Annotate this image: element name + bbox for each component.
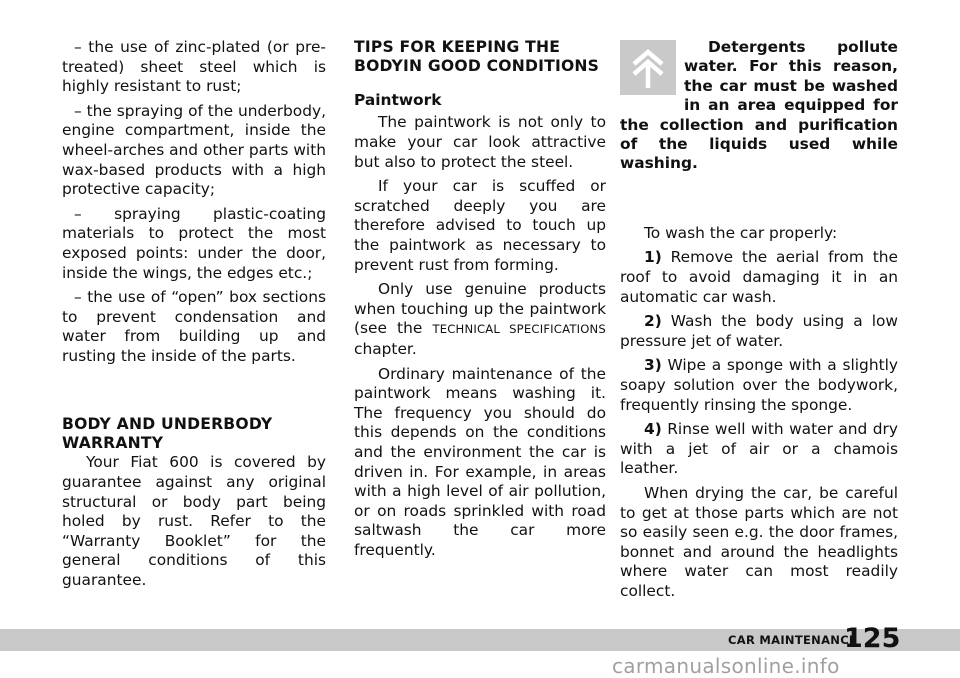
heading-warranty: BODY AND UNDERBODY WARRANTY [62, 414, 273, 452]
step-number: 3) [644, 356, 662, 375]
paragraph-drying: When drying the car, be careful to get at those parts which are not so easily seen e.g. the door frames, bonnet and around the headlights where water can most readily collect. [620, 483, 898, 600]
step-number: 1) [644, 248, 662, 267]
paragraph-warranty: Your Fiat 600 is covered by guarantee against any original structural or body part being holed by rust. Refer to the “Warranty Booklet” for the general conditions of this guarantee. [62, 453, 326, 589]
technical-specifications-reference: TECHNICAL SPECIFICATIONS [432, 322, 606, 337]
footer-section-title: CAR MAINTENANCE [728, 633, 858, 647]
wash-step [620, 356, 898, 415]
column-middle [354, 38, 606, 565]
wash-step [620, 312, 898, 351]
watermark: carmanualsonline.info [612, 654, 840, 678]
warning-detergents: Detergents pollute water. For this reason, the car must be washed in an area equipped for the collection and purification of the liquids used while washing. [620, 38, 898, 173]
wash-step [620, 248, 898, 307]
step-text: Remove the aerial from the roof to avoid damaging it in an automatic car wash. [620, 248, 898, 306]
step-text: Rinse well with water and dry with a jet of air or a chamois leather. [620, 420, 898, 478]
column-left [62, 38, 326, 595]
environment-warning-icon [620, 40, 676, 95]
paragraph-paintwork-purpose: The paintwork is not only to make your car look attractive but also to protect the steel. [354, 113, 606, 171]
paragraph-zinc-plated: – the use of zinc-plated (or pre-treated) sheet steel which is highly resistant to rust; [62, 38, 326, 96]
wash-step [620, 420, 898, 479]
paragraph-open-box-sections: – the use of “open” box sections to prevent condensation and water from building up and rusting the inside of the parts. [62, 288, 326, 365]
paragraph-scratches: If your car is scuffed or scratched deeply you are therefore advised to touch up the paintwork as necessary to prevent rust from forming. [354, 177, 606, 274]
paragraph-wash-intro: To wash the car properly: [644, 223, 838, 242]
chapter-text: chapter. [354, 339, 417, 358]
column-right [620, 38, 898, 607]
paragraph-genuine-products [354, 280, 606, 359]
step-number: 4) [644, 420, 662, 439]
paragraph-underbody-spraying: – the spraying of the underbody, engine compartment, inside the wheel-arches and other parts with wax-based products with a high protective capacity; [62, 101, 326, 199]
heading-tips: TIPS FOR KEEPING THE BODYIN GOOD CONDITIONS [354, 38, 600, 76]
genuine-products-text: Only use genuine products when touching up the paintwork (see the [354, 280, 606, 338]
step-number: 2) [644, 312, 662, 331]
step-text: Wipe a sponge with a slightly soapy solution over the bodywork, frequently rinsing the sponge. [620, 356, 898, 414]
page-number: 125 [844, 623, 901, 654]
step-text: Wash the body using a low pressure jet of water. [620, 312, 898, 350]
paragraph-plastic-coating: – spraying plastic-coating materials to protect the most exposed points: under the door, inside the wings, the edges etc.; [62, 204, 326, 282]
subheading-paintwork: Paintwork [354, 90, 442, 109]
paragraph-washing-frequency: Ordinary maintenance of the paintwork means washing it. The frequency you should do this depends on the conditions and the environment the car is driven in. For example, in areas with a high level of air pollution, or on roads sprinkled with road saltwash the car more frequently. [354, 364, 606, 559]
